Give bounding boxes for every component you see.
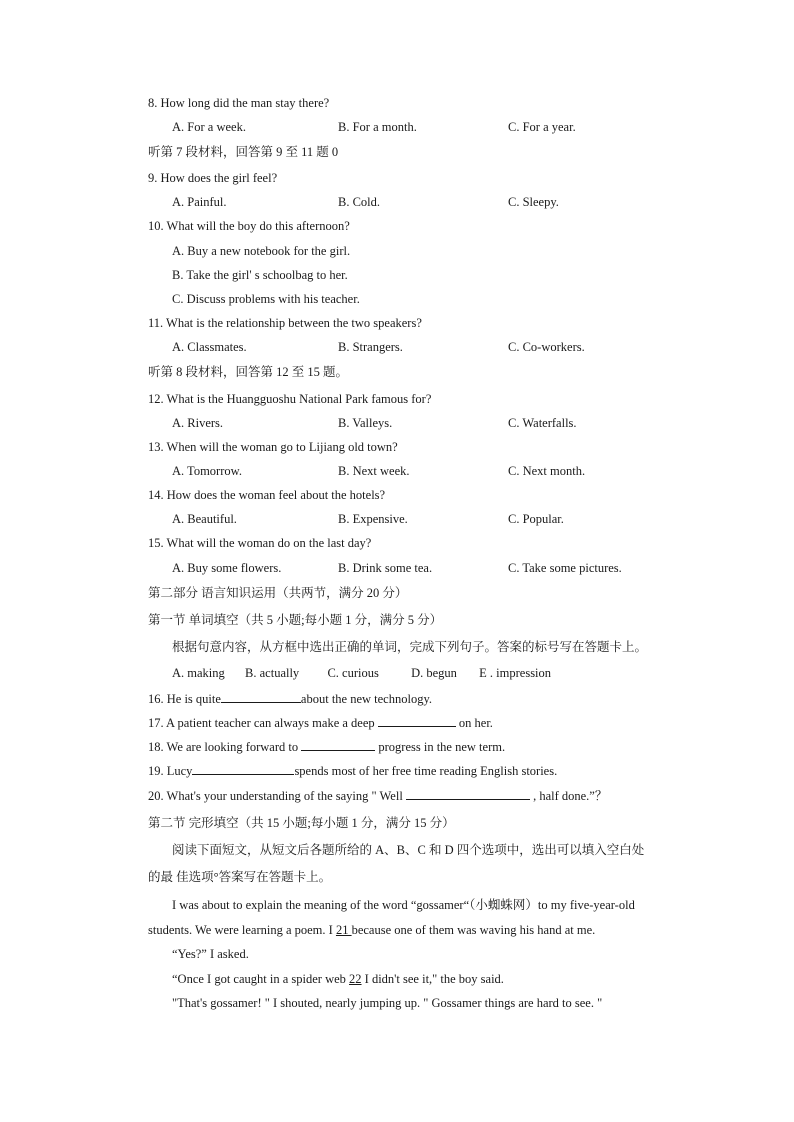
q14-option-c: C. Popular.: [508, 512, 564, 526]
q10-option-c: C. Discuss problems with his teacher.: [172, 292, 360, 306]
section-1-instructions: 根据句意内容，从方框中选出正确的单词，完成下列句子。答案的标号写在答题卡上。: [172, 640, 648, 654]
passage-line-1: I was about to explain the meaning of the word “gossamer“（小蜘蛛网）to my five-year-old: [172, 898, 635, 912]
section-2-instructions-line-2: 的最 佳选项°答案写在答题卡上。: [148, 870, 332, 884]
section-1-heading: 第一节 单词填空（共 5 小题;每小题 1 分，满分 5 分）: [148, 613, 443, 627]
word-option-d: D. begun: [411, 666, 457, 680]
q9-option-c: C. Sleepy.: [508, 195, 559, 209]
passage-line-5: "That's gossamer! " I shouted, nearly jumping up. " Gossamer things are hard to see. ": [172, 996, 603, 1010]
blank-22: 22: [349, 972, 362, 986]
word-option-b: B. actually: [245, 666, 300, 680]
q18-text-before: 18. We are looking forward to: [148, 740, 299, 754]
q11-option-c: C. Co-workers.: [508, 340, 585, 354]
q18-text-after: progress in the new term.: [378, 740, 506, 754]
passage-line-3: “Yes?” I asked.: [172, 947, 249, 961]
section-7-heading: 听第 7 段材料，回答第 9 至 11 题 0: [148, 145, 339, 159]
q16-text-after: about the new technology.: [300, 692, 433, 706]
blank-21: 21: [335, 923, 352, 937]
question-14: 14. How does the woman feel about the hotels?: [148, 488, 386, 502]
q15-option-a: A. Buy some flowers.: [172, 561, 282, 575]
word-option-e: E . impression: [479, 666, 552, 680]
q17-text-before: 17. A patient teacher can always make a deep: [148, 716, 375, 730]
passage-line-4: [172, 971, 504, 987]
word-option-a: A. making: [172, 666, 225, 680]
question-12: 12. What is the Huangguoshu National Park famous for?: [148, 392, 432, 406]
q16-text-before: 16. He is quite: [148, 692, 221, 706]
q17-blank: [378, 714, 456, 727]
question-19: [148, 762, 557, 779]
q8-option-a: A. For a week.: [172, 120, 246, 134]
q20-text-before: 20. What's your understanding of the saying " Well: [148, 789, 403, 803]
q17-text-after: on her.: [458, 716, 493, 730]
q19-text-before: 19. Lucy: [148, 764, 193, 778]
passage-line-4-after: I didn't see it," the boy said.: [361, 972, 504, 986]
q10-option-b: B. Take the girl' s schoolbag to her.: [172, 268, 348, 282]
q15-option-b: B. Drink some tea.: [338, 561, 433, 575]
question-18: [148, 738, 505, 755]
passage-line-2-before: students. We were learning a poem. I: [148, 923, 333, 937]
question-13: 13. When will the woman go to Lijiang old town?: [148, 440, 398, 454]
passage-line-2: [148, 922, 595, 938]
question-15: 15. What will the woman do on the last day?: [148, 536, 372, 550]
section-2-instructions-line-1: 阅读下面短文，从短文后各题所给的 A、B、C 和 D 四个选项中，选出可以填入空白处: [172, 843, 645, 857]
question-16: [148, 690, 432, 707]
question-17: [148, 714, 493, 731]
q13-option-c: C. Next month.: [508, 464, 586, 478]
q15-option-c: C. Take some pictures.: [508, 561, 622, 575]
question-11: 11. What is the relationship between the two speakers?: [148, 316, 422, 330]
q11-option-a: A. Classmates.: [172, 340, 247, 354]
q9-option-a: A. Painful.: [172, 195, 227, 209]
q8-option-c: C. For a year.: [508, 120, 576, 134]
section-2-heading: 第二节 完形填空（共 15 小题;每小题 1 分，满分 15 分）: [148, 816, 455, 830]
part-2-heading: 第二部分 语言知识运用（共两节，满分 20 分）: [148, 586, 408, 600]
q9-option-b: B. Cold.: [338, 195, 381, 209]
q12-option-c: C. Waterfalls.: [508, 416, 577, 430]
word-option-c: C. curious: [327, 666, 379, 680]
q20-text-after: , half done.”？: [533, 789, 608, 803]
q13-option-a: A. Tomorrow.: [172, 464, 242, 478]
question-8: 8. How long did the man stay there?: [148, 96, 330, 110]
passage-line-4-before: “Once I got caught in a spider web: [172, 972, 346, 986]
word-bank: [172, 665, 551, 681]
q8-option-b: B. For a month.: [338, 120, 417, 134]
question-9: 9. How does the girl feel?: [148, 171, 278, 185]
section-8-heading: 听第 8 段材料，回答第 12 至 15 题。: [148, 365, 349, 379]
q13-option-b: B. Next week.: [338, 464, 410, 478]
q10-option-a: A. Buy a new notebook for the girl.: [172, 244, 351, 258]
q12-option-a: A. Rivers.: [172, 416, 224, 430]
q19-blank: [192, 762, 294, 775]
q14-option-a: A. Beautiful.: [172, 512, 237, 526]
question-20: [148, 787, 607, 804]
passage-line-2-after: because one of them was waving his hand at me.: [351, 923, 596, 937]
question-10: 10. What will the boy do this afternoon?: [148, 219, 350, 233]
q12-option-b: B. Valleys.: [338, 416, 393, 430]
q18-blank: [301, 738, 375, 751]
q20-blank: [406, 787, 530, 800]
q14-option-b: B. Expensive.: [338, 512, 408, 526]
q19-text-after: spends most of her free time reading English stories.: [294, 764, 558, 778]
q16-blank: [221, 690, 301, 703]
q11-option-b: B. Strangers.: [338, 340, 403, 354]
